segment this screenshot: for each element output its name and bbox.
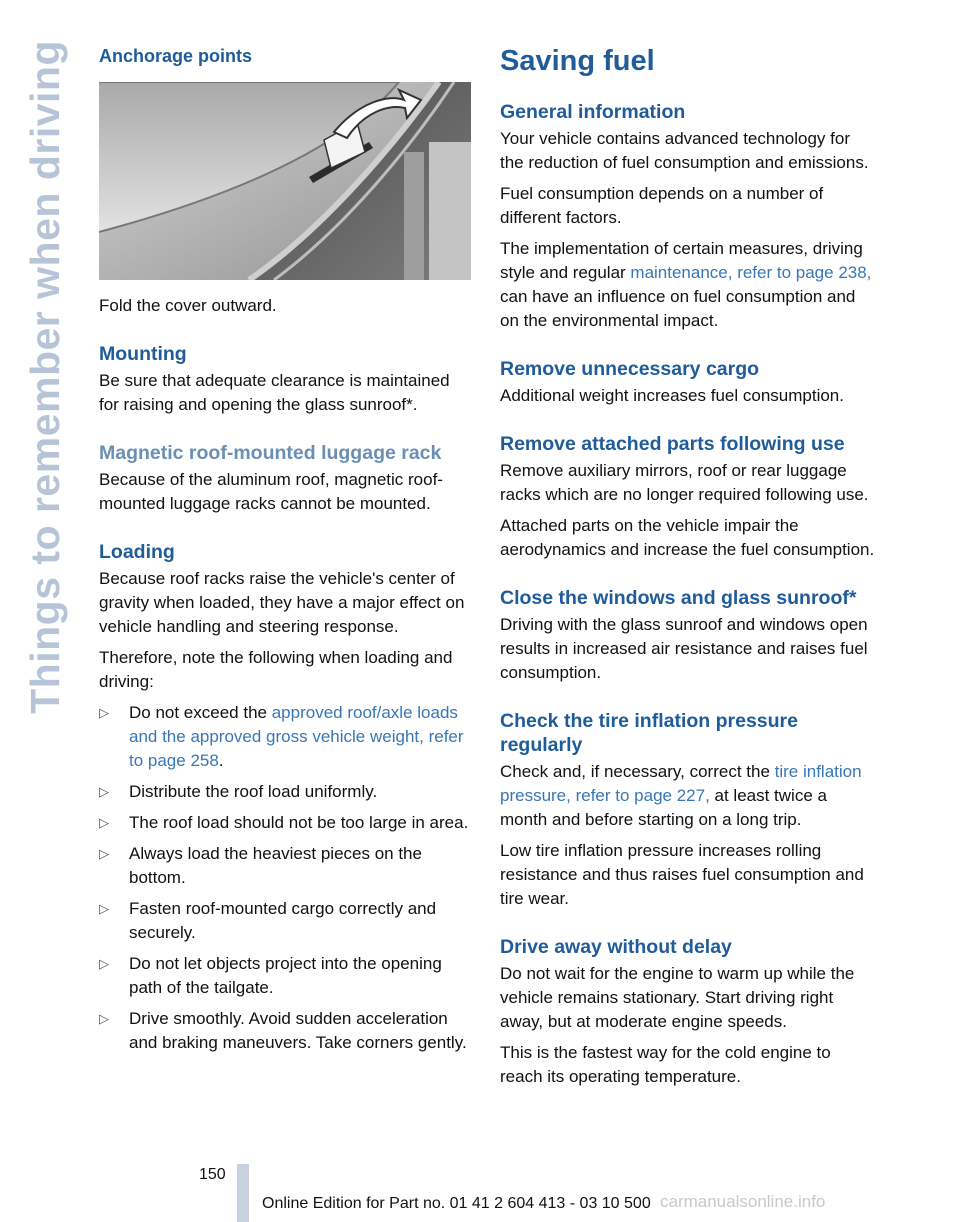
page-number: 150 <box>199 1166 226 1183</box>
attached-parts-paragraph-2: Attached parts on the vehicle impair the aerodynamics and increase the fuel consumption. <box>500 516 875 559</box>
remove-cargo-heading: Remove unnecessary cargo <box>500 358 760 380</box>
bullet-arrow-icon: ▷ <box>99 956 109 971</box>
loading-paragraph-1: Because roof racks raise the vehicle's center of gravity when loaded, they have a major effect on vehicle handling and steering response. <box>99 569 465 636</box>
bullet-arrow-icon: ▷ <box>99 1011 109 1026</box>
roof-anchorage-photo <box>99 82 471 280</box>
bullet-arrow-icon: ▷ <box>99 815 109 830</box>
list-item-text: The roof load should not be too large in area. <box>129 813 469 832</box>
left-column <box>99 44 473 1062</box>
list-item-text-end: . <box>218 751 224 770</box>
general-paragraph-1: Your vehicle contains advanced technology for the reduction of fuel consumption and emissions. <box>500 129 869 172</box>
loading-list <box>99 701 473 1055</box>
list-item-text: Fasten roof-mounted cargo correctly and securely. <box>129 899 437 942</box>
bullet-arrow-icon: ▷ <box>99 705 109 720</box>
general-paragraph-3-start: The implementation of certain measures, driving style and regular <box>500 239 863 282</box>
tire-paragraph-start: Check and, if necessary, correct the <box>500 762 775 781</box>
general-information-heading: General information <box>500 101 686 123</box>
mounting-heading: Mounting <box>99 343 187 365</box>
bullet-arrow-icon: ▷ <box>99 846 109 861</box>
list-item <box>99 811 473 835</box>
close-windows-heading: Close the windows and glass sunroof* <box>500 587 857 609</box>
remove-attached-parts-heading: Remove attached parts following use <box>500 433 845 455</box>
tire-paragraph-end: at least twice a month and before starting on a long trip. <box>500 786 827 829</box>
list-item <box>99 701 473 773</box>
mounting-text: Be sure that adequate clearance is maintained for raising and opening the glass sunroof*. <box>99 371 450 414</box>
remove-cargo-text: Additional weight increases fuel consumption. <box>500 386 844 405</box>
magnetic-rack-text: Because of the aluminum roof, magnetic roof-mounted luggage racks cannot be mounted. <box>99 470 443 513</box>
bullet-arrow-icon: ▷ <box>99 901 109 916</box>
general-paragraph-2: Fuel consumption depends on a number of different factors. <box>500 184 824 227</box>
tire-pressure-paragraph-2: Low tire inflation pressure increases rolling resistance and thus raises fuel consumption and tire wear. <box>500 841 864 908</box>
tire-inflation-link[interactable]: tire inflation pressure, refer to page 227, <box>500 762 862 805</box>
drive-away-paragraph-1: Do not wait for the engine to warm up while the vehicle remains stationary. Start driving right away, but at moderate engine speeds. <box>500 964 855 1031</box>
list-item <box>99 952 473 1000</box>
loading-heading: Loading <box>99 541 175 563</box>
list-item-text: Always load the heaviest pieces on the bottom. <box>129 844 422 887</box>
tire-pressure-paragraph-1 <box>500 760 876 832</box>
footer-divider-bar <box>237 1164 249 1222</box>
online-edition-text: Online Edition for Part no. 01 41 2 604 413 - 03 10 500 <box>262 1195 651 1212</box>
list-item <box>99 897 473 945</box>
list-item <box>99 780 473 804</box>
watermark-text: carmanualsonline.info <box>660 1192 826 1211</box>
list-item <box>99 842 473 890</box>
drive-away-paragraph-2: This is the fastest way for the cold engine to reach its operating temperature. <box>500 1043 831 1086</box>
chapter-side-title-text: Things to remember when driving <box>21 40 68 714</box>
general-paragraph-3-end: can have an influence on fuel consumption and on the environmental impact. <box>500 287 856 330</box>
chapter-side-title <box>20 40 70 714</box>
list-item-text: Distribute the roof load uniformly. <box>129 782 378 801</box>
list-item-text: Do not exceed the <box>129 703 272 722</box>
drive-away-heading: Drive away without delay <box>500 936 732 958</box>
list-item <box>99 1007 473 1055</box>
bullet-arrow-icon: ▷ <box>99 784 109 799</box>
anchorage-caption: Fold the cover outward. <box>99 296 277 315</box>
list-item-text: Drive smoothly. Avoid sudden acceleration and braking maneuvers. Take corners gently. <box>129 1009 467 1052</box>
list-item-text: Do not let objects project into the opening path of the tailgate. <box>129 954 442 997</box>
attached-parts-paragraph-1: Remove auxiliary mirrors, roof or rear luggage racks which are no longer required following use. <box>500 461 869 504</box>
saving-fuel-title: Saving fuel <box>500 45 655 77</box>
loading-paragraph-2: Therefore, note the following when loading and driving: <box>99 648 453 691</box>
anchorage-points-heading: Anchorage points <box>99 46 253 66</box>
roof-axle-loads-link[interactable]: approved roof/axle loads and the approved gross vehicle weight, refer to page 258 <box>129 703 464 770</box>
general-paragraph-3 <box>500 237 876 333</box>
close-windows-text: Driving with the glass sunroof and windows open results in increased air resistance and raises fuel consumption. <box>500 615 868 682</box>
tire-pressure-heading: Check the tire inflation pressure regularly <box>500 710 798 756</box>
right-column <box>500 44 876 1096</box>
magnetic-rack-heading: Magnetic roof-mounted luggage rack <box>99 442 442 464</box>
maintenance-link[interactable]: maintenance, refer to page 238, <box>630 263 872 282</box>
